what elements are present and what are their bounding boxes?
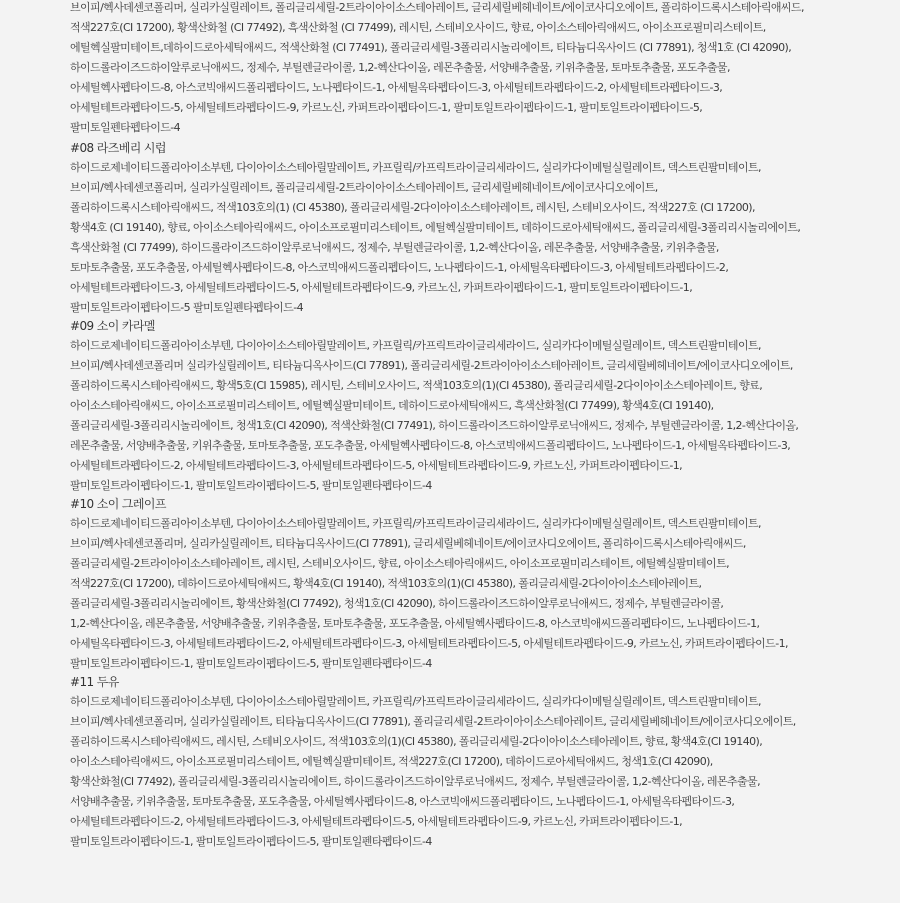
shade-section-09 [70,316,892,496]
ingredient-line: 하이드로제네이티드폴리아이소부텐, 다이아이소스테아릴말레이트, 카프릴릭/카프릭트라이글리세라이드, 실리카다이메틸실릴레이트, 덱스트린팔미테이트, [70,517,761,530]
shade-title: #11 두유 [70,675,119,689]
ingredient-line: 브이피/헥사데센코폴리머 실리카실릴레이트, 티타늄디옥사이드(CI 77891), 폴리글리세릴-2트라이아이소스테아레이트, 글리세릴베헤네이트/에이코사디오에이트, [70,359,793,372]
ingredient-line: 브이피/헥사데센코폴리머, 실리카실릴레이트, 폴리글리세릴-2트라이아이소스테아레이트, 글리세릴베헤네이트/에이코사디오에이트, 폴리하이드록시스테아릭애씨드, [70,1,804,14]
ingredient-line: 하이드로제네이티드폴리아이소부텐, 다이아이소스테아릴말레이트, 카프릴릭/카프릭트라이글리세라이드, 실리카다이메틸실릴레이트, 덱스트린팔미테이트, [70,161,761,174]
ingredient-line: 아이소스테아릭애씨드, 아이소프로필미리스테이트, 에틸헥실팔미테이트, 적색227호(CI 17200), 데하이드로아세틱애씨드, 청색1호(CI 42090), [70,755,713,768]
ingredient-line: 브이피/헥사데센코폴리머, 실리카실릴레이트, 폴리글리세릴-2트라이아이소스테아레이트, 글리세릴베헤네이트/에이코사디오에이트, [70,181,658,194]
ingredient-line: 팔미토일트라이펩타이드-5 팔미토일펜타펩타이드-4 [70,301,303,314]
ingredient-line: 폴리글리세릴-3폴리리시놀리에이트, 청색1호(CI 42090), 적색산화철(CI 77491), 하이드롤라이즈드하이알루로닉애씨드, 정제수, 부틸렌글라이콜, 1,2-헥산다이올, [70,419,799,432]
ingredient-line: 토마토추출물, 포도추출물, 아세틸헥사펩타이드-8, 아스코빅애씨드폴리펩타이드, 노나펩타이드-1, 아세틸옥타펩타이드-3, 아세틸테트라펩타이드-2, [70,261,729,274]
ingredient-line: 아세틸테트라펩타이드-2, 아세틸테트라펩타이드-3, 아세틸테트라펩타이드-5, 아세틸테트라펩타이드-9, 카르노신, 카퍼트라이펩타이드-1, [70,459,683,472]
ingredient-line: 아세틸테트라펩타이드-3, 아세틸테트라펩타이드-5, 아세틸테트라펩타이드-9, 카르노신, 카퍼트라이펩타이드-1, 팔미토일트라이펩타이드-1, [70,281,693,294]
shade-section-10 [70,494,892,674]
ingredient-line: 폴리글리세릴-2트라이아이소스테아레이트, 레시틴, 스테비오사이드, 향료, 아이소스테아릭애씨드, 아이소프로필미리스테이트, 에틸헥실팔미테이트, [70,557,730,570]
ingredient-line: 폴리글리세릴-3폴리리시놀리에이트, 황색산화철(CI 77492), 청색1호(CI 42090), 하이드롤라이즈드하이알루로닉애씨드, 정제수, 부틸렌글라이콜, [70,597,724,610]
ingredient-line: 하이드로제네이티드폴리아이소부텐, 다이아이소스테아릴말레이트, 카프릴릭/카프릭트라이글리세라이드, 실리카다이메틸실릴레이트, 덱스트린팔미테이트, [70,339,761,352]
intro-ingredient-list [70,0,892,138]
shade-title: #09 소이 카라멜 [70,319,155,333]
ingredient-line: 황색4호 (CI 19140), 향료, 아이소스테아릭애씨드, 아이소프로필미리스테이트, 에틸헥실팔미테이트, 데하이드로아세틱애씨드, 폴리글리세릴-3폴리리시놀리에이트, [70,221,801,234]
shade-section-11 [70,672,892,852]
ingredient-line: 폴리하이드록시스테아릭애씨드, 황색5호(CI 15985), 레시틴, 스테비오사이드, 적색103호의(1)(CI 45380), 폴리글리세릴-2다이아이소스테아레이트, 향료, [70,379,763,392]
ingredient-line: 아세틸테트라펩타이드-5, 아세틸테트라펩타이드-9, 카르노신, 카퍼트라이펩타이드-1, 팔미토일트라이펩타이드-1, 팔미토일트라이펩타이드-5, [70,101,703,114]
ingredient-line: 아이소스테아릭애씨드, 아이소프로필미리스테이트, 에틸헥실팔미테이트, 데하이드로아세틱애씨드, 흑색산화철(CI 77499), 황색4호(CI 19140), [70,399,714,412]
shade-title: #10 소이 그레이프 [70,497,166,511]
ingredient-line: 1,2-헥산다이올, 레몬추출물, 서양배추출물, 키위추출물, 토마토추출물, 포도추출물, 아세틸헥사펩타이드-8, 아스코빅애씨드폴리펩타이드, 노나펩타이드-1, [70,617,760,630]
ingredient-line: 황색산화철(CI 77492), 폴리글리세릴-3폴리리시놀리에이트, 하이드롤라이즈드하이알루로닉애씨드, 정제수, 부틸렌글라이콜, 1,2-헥산다이올, 레몬추출물, [70,775,760,788]
shade-title: #08 라즈베리 시럽 [70,141,166,155]
ingredient-line: 아세틸테트라펩타이드-2, 아세틸테트라펩타이드-3, 아세틸테트라펩타이드-5, 아세틸테트라펩타이드-9, 카르노신, 카퍼트라이펩타이드-1, [70,815,683,828]
ingredient-line: 팔미토일트라이펩타이드-1, 팔미토일트라이펩타이드-5, 팔미토일펜타펩타이드-4 [70,479,432,492]
ingredient-line: 브이피/헥사데센코폴리머, 실리카실릴레이트, 티타늄디옥사이드(CI 77891), 글리세릴베헤네이트/에이코사디오에이트, 폴리하이드록시스테아릭애씨드, [70,537,746,550]
ingredient-line: 서양배추출물, 키위추출물, 토마토추출물, 포도추출물, 아세틸헥사펩타이드-8, 아스코빅애씨드폴리펩타이드, 노나펩타이드-1, 아세틸옥타펩타이드-3, [70,795,735,808]
ingredient-line: 적색227호(CI 17200), 데하이드로아세틱애씨드, 황색4호(CI 19140), 적색103호의(1)(CI 45380), 폴리글리세릴-2다이아이소스테아레이트, [70,577,702,590]
ingredient-line: 하이드롤라이즈드하이알루로닉애씨드, 정제수, 부틸렌글라이콜, 1,2-헥산다이올, 레몬추출물, 서양배추출물, 키위추출물, 토마토추출물, 포도추출물, [70,61,730,74]
ingredient-line: 아세틸옥타펩타이드-3, 아세틸테트라펩타이드-2, 아세틸테트라펩타이드-3, 아세틸테트라펩타이드-5, 아세틸테트라펩타이드-9, 카르노신, 카퍼트라이펩타이드-1, [70,637,788,650]
ingredient-line: 에틸헥실팔미테이트,데하이드로아세틱애씨드, 적색산화철 (CI 77491), 폴리글리세릴-3폴리리시놀리에이트, 티타늄디옥사이드 (CI 77891), 청색1호 (CI 42090), [70,41,792,54]
ingredient-line: 팔미토일펜타펩타이드-4 [70,121,181,134]
ingredient-line: 레몬추출물, 서양배추출물, 키위추출물, 토마토추출물, 포도추출물, 아세틸헥사펩타이드-8, 아스코빅애씨드폴리펩타이드, 노나펩타이드-1, 아세틸옥타펩타이드-3, [70,439,791,452]
ingredient-line: 아세틸헥사펩타이드-8, 아스코빅애씨드폴리펩타이드, 노나펩타이드-1, 아세틸옥타펩타이드-3, 아세틸테트라펩타이드-2, 아세틸테트라펩타이드-3, [70,81,723,94]
ingredient-line: 폴리하이드록시스테아릭애씨드, 적색103호의(1) (CI 45380), 폴리글리세릴-2다이아이소스테아레이트, 레시틴, 스테비오사이드, 적색227호 (CI 17200), [70,201,755,214]
ingredient-line: 적색227호(CI 17200), 황색산화철 (CI 77492), 흑색산화철 (CI 77499), 레시틴, 스테비오사이드, 향료, 아이소스테아릭애씨드, 아이소프로필미리스테이트, [70,21,766,34]
ingredient-line: 팔미토일트라이펩타이드-1, 팔미토일트라이펩타이드-5, 팔미토일펜타펩타이드-4 [70,657,432,670]
ingredient-line: 브이피/헥사데센코폴리머, 실리카실릴레이트, 티타늄디옥사이드(CI 77891), 폴리글리세릴-2트라이아이소스테아레이트, 글리세릴베헤네이트/에이코사디오에이트, [70,715,796,728]
ingredient-line: 하이드로제네이티드폴리아이소부텐, 다이아이소스테아릴말레이트, 카프릴릭/카프릭트라이글리세라이드, 실리카다이메틸실릴레이트, 덱스트린팔미테이트, [70,695,761,708]
ingredient-line: 폴리하이드록시스테아릭애씨드, 레시틴, 스테비오사이드, 적색103호의(1)(CI 45380), 폴리글리세릴-2다이아이소스테아레이트, 향료, 황색4호(CI 19140), [70,735,763,748]
shade-section-08 [70,138,892,318]
ingredient-line: 팔미토일트라이펩타이드-1, 팔미토일트라이펩타이드-5, 팔미토일펜타펩타이드-4 [70,835,432,848]
ingredient-line: 흑색산화철 (CI 77499), 하이드롤라이즈드하이알루로닉애씨드, 정제수, 부틸렌글라이콜, 1,2-헥산다이올, 레몬추출물, 서양배추출물, 키위추출물, [70,241,719,254]
